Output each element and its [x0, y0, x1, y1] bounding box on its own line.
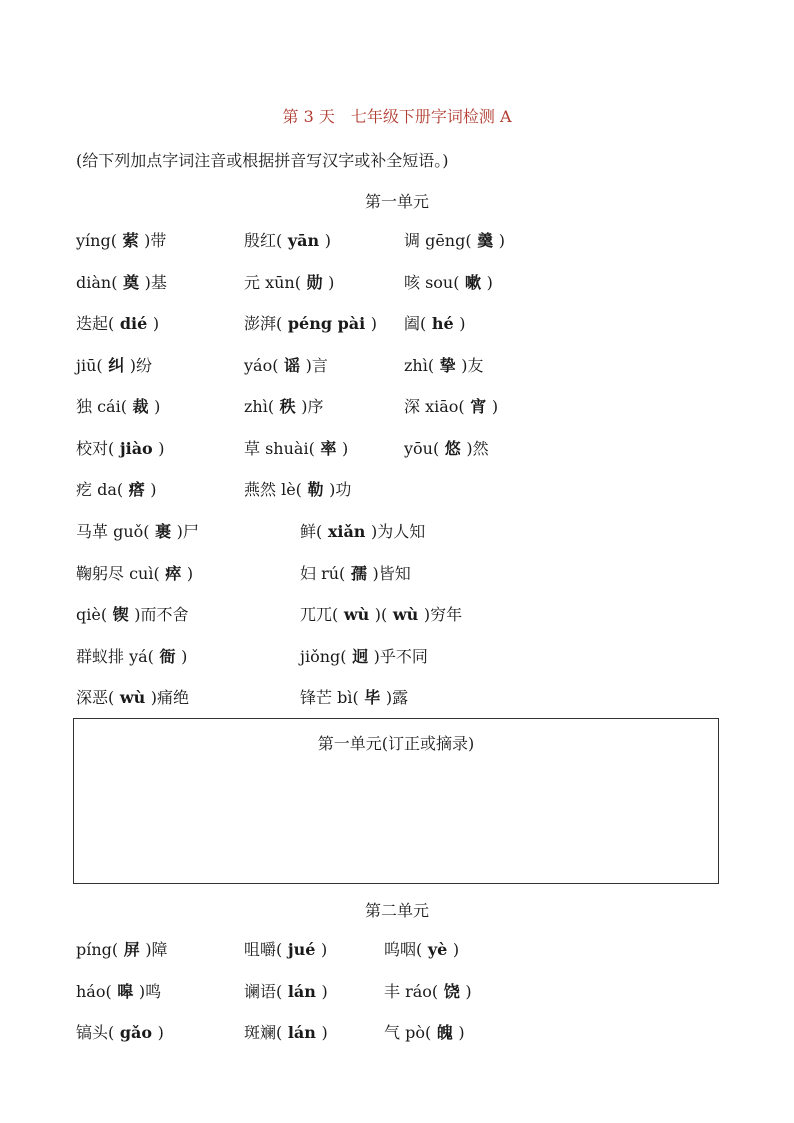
- vocab-text: qiè(: [76, 605, 108, 624]
- vocab-text: )鸣: [138, 981, 162, 1001]
- vocab-answer: xiǎn: [322, 522, 372, 541]
- correction-box[interactable]: [73, 718, 719, 884]
- vocab-answer: lán: [282, 1023, 322, 1042]
- vocab-item: [300, 564, 411, 584]
- vocab-text: 迭起(: [76, 314, 115, 333]
- vocab-item: [76, 522, 199, 542]
- vocab-text: )纷: [129, 355, 153, 375]
- vocab-item: [404, 397, 498, 417]
- vocab-answer: 衙: [153, 646, 182, 666]
- vocab-text: 疙 da(: [76, 480, 124, 499]
- vocab-text: ): [452, 940, 460, 959]
- vocab-text: ): [486, 272, 493, 292]
- vocab-text: )露: [385, 688, 409, 707]
- vocab-answer: 裹: [149, 522, 177, 541]
- unit1-heading: 第一单元: [364, 192, 429, 211]
- vocab-text: ): [328, 272, 335, 292]
- vocab-text: 殷红(: [244, 231, 283, 250]
- vocab-text: píng(: [76, 940, 119, 959]
- unit2-heading: 第二单元: [364, 901, 429, 920]
- vocab-item: [76, 940, 168, 960]
- vocab-item: [76, 356, 152, 376]
- vocab-text: )然: [466, 438, 489, 458]
- vocab-text: )基: [144, 272, 167, 292]
- vocab-item: [300, 522, 425, 542]
- vocab-item: [300, 647, 428, 667]
- vocab-answer: wù: [338, 605, 375, 624]
- vocab-item: [244, 480, 351, 500]
- vocab-item: [76, 982, 161, 1002]
- correction-box-title: 第一单元(订正或摘录): [317, 734, 475, 753]
- vocab-text: ): [370, 314, 378, 333]
- vocab-text: ): [186, 563, 194, 583]
- vocab-item: [244, 231, 331, 251]
- vocab-item: [384, 940, 459, 960]
- vocab-text: )带: [144, 231, 167, 250]
- vocab-answer: 毕: [358, 688, 386, 707]
- vocab-item: [244, 1023, 328, 1043]
- vocab-text: )痛绝: [150, 688, 190, 707]
- vocab-text: 咳 sou(: [404, 272, 460, 292]
- vocab-text: 草 shuài(: [244, 438, 315, 458]
- vocab-item: [76, 231, 166, 251]
- vocab-item: [76, 314, 159, 334]
- vocab-text: 澎湃(: [244, 314, 283, 333]
- vocab-answer: wù: [387, 605, 424, 624]
- vocab-text: háo(: [76, 981, 112, 1001]
- vocab-item: [244, 940, 327, 960]
- vocab-answer: 嗽: [459, 272, 487, 292]
- vocab-item: [300, 688, 408, 708]
- vocab-item: [384, 1023, 465, 1043]
- vocab-text: 鞠躬尽 cuì(: [76, 563, 160, 583]
- vocab-answer: lán: [282, 981, 322, 1001]
- vocab-text: 气 pò(: [384, 1023, 432, 1042]
- vocab-text: 阖(: [404, 314, 427, 333]
- vocab-text: zhì(: [244, 397, 275, 416]
- vocab-text: ): [458, 1023, 465, 1042]
- vocab-answer: 勒: [301, 480, 330, 499]
- vocab-text: )乎不同: [373, 646, 428, 666]
- vocab-item: [300, 605, 462, 625]
- vocab-answer: 魄: [431, 1023, 459, 1042]
- vocab-text: 校对(: [76, 438, 115, 458]
- vocab-item: [76, 688, 189, 708]
- vocab-text: 深恶(: [76, 688, 115, 707]
- vocab-answer: 裁: [126, 397, 155, 416]
- vocab-answer: 悠: [439, 438, 467, 458]
- vocab-answer: 奠: [117, 272, 145, 292]
- vocab-item: [244, 397, 324, 417]
- vocab-text: 独 cái(: [76, 397, 127, 416]
- vocab-text: 兀兀(: [300, 605, 339, 624]
- vocab-text: ): [491, 397, 499, 416]
- vocab-text: ): [181, 646, 188, 666]
- vocab-text: )为人知: [371, 522, 426, 541]
- vocab-text: 妇 rú(: [300, 563, 346, 583]
- vocab-answer: 锲: [107, 605, 135, 624]
- vocab-answer: 秩: [274, 397, 302, 416]
- vocab-text: jiǒng(: [300, 646, 347, 666]
- vocab-text: yōu(: [404, 438, 440, 458]
- vocab-item: [244, 982, 328, 1002]
- vocab-item: [404, 356, 484, 376]
- vocab-item: [76, 397, 160, 417]
- vocab-text: 鲜(: [300, 522, 323, 541]
- vocab-answer: 饶: [438, 981, 466, 1001]
- vocab-text: ): [152, 314, 160, 333]
- vocab-text: 调 gēng(: [404, 231, 472, 250]
- vocab-answer: jué: [282, 940, 321, 959]
- vocab-text: 咀嚼(: [244, 940, 283, 959]
- vocab-answer: 屏: [118, 940, 146, 959]
- vocab-answer: 瘩: [123, 480, 151, 499]
- vocab-answer: 挚: [434, 355, 462, 375]
- vocab-answer: 勋: [300, 272, 329, 292]
- vocab-text: zhì(: [404, 355, 435, 375]
- vocab-answer: 嗥: [111, 981, 139, 1001]
- page-title: 第 3 天 七年级下册字词检测 A: [282, 107, 512, 126]
- vocab-text: ): [324, 231, 331, 250]
- vocab-text: 谰语(: [244, 981, 283, 1001]
- vocab-text: ): [321, 1023, 328, 1042]
- vocab-text: )障: [145, 940, 168, 959]
- vocab-item: [244, 439, 348, 459]
- vocab-text: )序: [301, 397, 324, 416]
- vocab-text: )皆知: [372, 563, 411, 583]
- vocab-text: 锋芒 bì(: [300, 688, 359, 707]
- vocab-text: 呜咽(: [384, 940, 423, 959]
- vocab-text: )功: [329, 480, 352, 499]
- vocab-item: [76, 647, 187, 667]
- vocab-text: 群蚁排 yá(: [76, 646, 154, 666]
- vocab-text: jiū(: [76, 355, 103, 375]
- vocab-text: )尸: [176, 522, 199, 541]
- vocab-text: )穷年: [423, 605, 463, 624]
- vocab-text: ): [158, 438, 165, 458]
- vocab-text: 斑斓(: [244, 1023, 283, 1042]
- vocab-text: 镐头(: [76, 1023, 115, 1042]
- vocab-answer: 迥: [346, 646, 374, 666]
- vocab-answer: 纠: [102, 355, 130, 375]
- vocab-answer: 谣: [278, 355, 306, 375]
- vocab-answer: yè: [422, 940, 453, 959]
- vocab-item: [244, 314, 377, 334]
- vocab-text: ): [150, 480, 157, 499]
- vocab-answer: wù: [114, 688, 151, 707]
- vocab-answer: 萦: [116, 231, 145, 250]
- vocab-text: ): [154, 397, 161, 416]
- vocab-item: [404, 314, 465, 334]
- vocab-answer: yān: [282, 231, 325, 250]
- vocab-answer: hé: [426, 314, 460, 333]
- vocab-text: ): [498, 231, 505, 250]
- vocab-text: ): [157, 1023, 164, 1042]
- vocab-text: ): [321, 940, 328, 959]
- vocab-item: [244, 273, 334, 293]
- vocab-text: 马革 guǒ(: [76, 522, 150, 541]
- vocab-text: ): [341, 438, 349, 458]
- vocab-answer: péng pài: [282, 314, 371, 333]
- vocab-item: [76, 605, 188, 625]
- vocab-item: [244, 356, 328, 376]
- vocab-text: )而不舍: [134, 605, 189, 624]
- vocab-answer: 宵: [464, 397, 492, 416]
- vocab-item: [404, 439, 489, 459]
- vocab-item: [76, 273, 167, 293]
- vocab-text: 深 xiāo(: [404, 397, 465, 416]
- vocab-text: diàn(: [76, 272, 118, 292]
- vocab-text: ): [459, 314, 466, 333]
- vocab-answer: 孺: [345, 563, 373, 583]
- vocab-answer: dié: [114, 314, 153, 333]
- vocab-item: [76, 564, 193, 584]
- vocab-text: yáo(: [244, 355, 279, 375]
- vocab-text: yíng(: [76, 231, 117, 250]
- vocab-answer: jiào: [114, 438, 159, 458]
- vocab-text: ): [465, 981, 472, 1001]
- vocab-item: [384, 982, 472, 1002]
- vocab-text: )言: [305, 355, 328, 375]
- instruction: (给下列加点字词注音或根据拼音写汉字或补全短语。): [76, 151, 449, 170]
- vocab-text: 燕然 lè(: [244, 480, 302, 499]
- vocab-answer: 率: [314, 438, 342, 458]
- vocab-item: [76, 439, 165, 459]
- vocab-text: )(: [374, 605, 388, 624]
- vocab-answer: gǎo: [114, 1023, 158, 1042]
- vocab-item: [404, 273, 493, 293]
- vocab-item: [76, 1023, 164, 1043]
- vocab-text: ): [321, 981, 328, 1001]
- vocab-text: 丰 ráo(: [384, 981, 439, 1001]
- vocab-answer: 瘁: [159, 563, 187, 583]
- vocab-item: [404, 231, 505, 251]
- vocab-answer: 羹: [471, 231, 499, 250]
- vocab-text: 元 xūn(: [244, 272, 301, 292]
- vocab-text: )友: [461, 355, 484, 375]
- vocab-item: [76, 480, 157, 500]
